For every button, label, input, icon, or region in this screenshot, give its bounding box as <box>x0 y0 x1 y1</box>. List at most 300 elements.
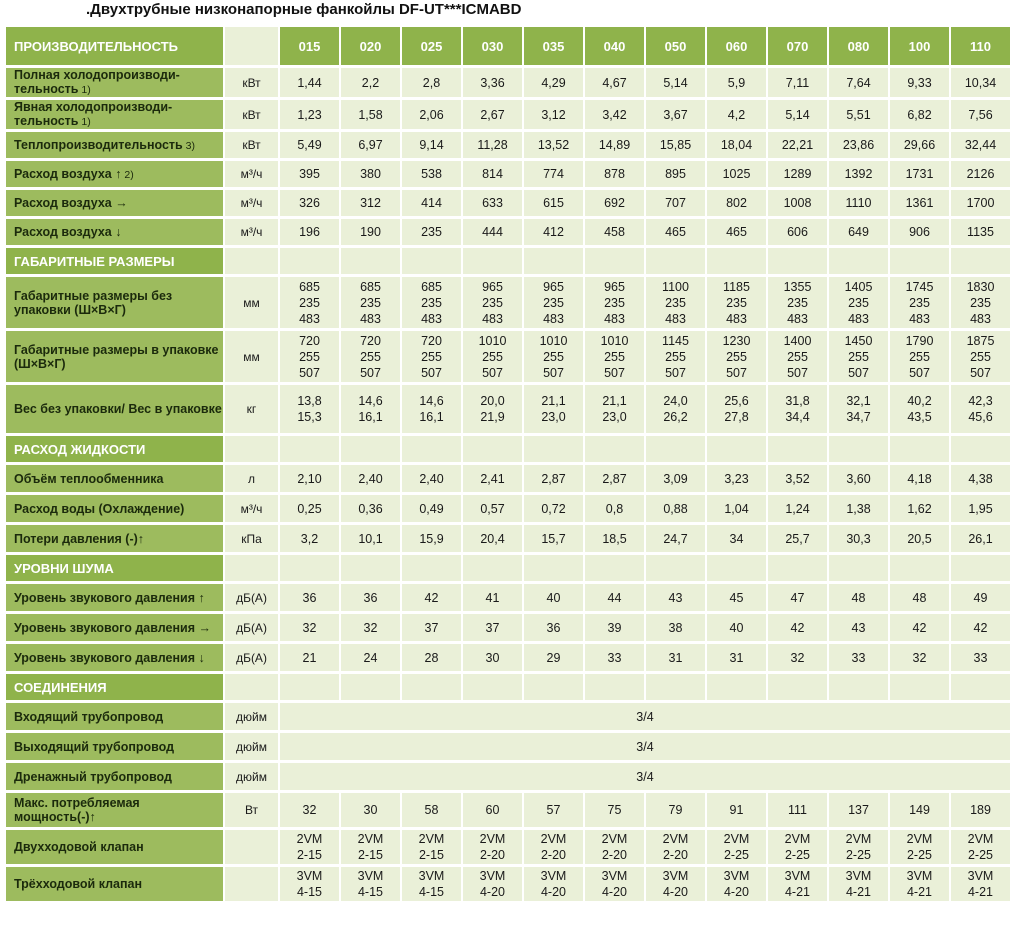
row-label <box>6 495 223 522</box>
table-row <box>6 733 1010 760</box>
value-cell: 22,21 <box>768 132 827 158</box>
value-line: 720 <box>421 333 442 348</box>
value-cell: 7,56 <box>951 100 1010 129</box>
value-cell <box>524 277 583 328</box>
value-cell <box>463 331 522 382</box>
value-line: 3VM <box>479 869 506 883</box>
empty-cell <box>829 248 888 274</box>
value-cell <box>402 830 461 864</box>
value-cell: 33 <box>829 644 888 671</box>
value-line: 32,1 <box>846 394 871 408</box>
value-cell: 2126 <box>951 161 1010 187</box>
value-cell: 6,82 <box>890 100 949 129</box>
value-line: 2VM <box>845 832 872 846</box>
value-cell: 15,7 <box>524 525 583 552</box>
section-header: ПРОИЗВОДИТЕЛЬНОСТЬ <box>6 27 223 65</box>
value-line: 2-25 <box>906 848 933 862</box>
value-line: 1355 <box>783 279 812 294</box>
row-label-text: Уровень звукового давления → <box>14 620 211 635</box>
unit-cell: мм <box>225 331 278 382</box>
value-cell: 458 <box>585 219 644 245</box>
table-row <box>6 867 1010 901</box>
value-cell: 3,09 <box>646 465 705 492</box>
value-cell: 34 <box>707 525 766 552</box>
value-cell: 42 <box>951 614 1010 641</box>
value-cell <box>402 277 461 328</box>
value-cell: 32 <box>280 614 339 641</box>
empty-cell <box>951 555 1010 581</box>
table-row <box>6 68 1010 97</box>
table-row <box>6 793 1010 827</box>
value-cell: 2,40 <box>341 465 400 492</box>
value-line: 235 <box>909 295 930 310</box>
empty-cell <box>646 555 705 581</box>
value-line: 235 <box>787 295 808 310</box>
table-row <box>6 584 1010 611</box>
empty-cell <box>402 248 461 274</box>
value-cell <box>463 385 522 433</box>
value-cell: 906 <box>890 219 949 245</box>
value-line: 2-25 <box>723 848 750 862</box>
value-line: 1100 <box>662 279 689 294</box>
value-cell: 37 <box>402 614 461 641</box>
row-label-text: Теплопроизводительность <box>14 137 183 152</box>
value-line: 2VM <box>357 832 384 846</box>
table-row <box>6 525 1010 552</box>
value-cell: 0,72 <box>524 495 583 522</box>
footnote-ref: 1) <box>78 84 91 96</box>
model-header: 040 <box>585 27 644 65</box>
value-cell: 5,9 <box>707 68 766 97</box>
value-line: 2VM <box>967 832 994 846</box>
empty-cell <box>280 674 339 700</box>
row-label <box>6 703 223 730</box>
value-line: 1875 <box>966 333 995 348</box>
model-header: 070 <box>768 27 827 65</box>
value-line: 3VM <box>784 869 811 883</box>
value-cell: 1700 <box>951 190 1010 216</box>
value-line: 34,7 <box>846 410 871 424</box>
value-cell <box>585 277 644 328</box>
empty-cell <box>890 674 949 700</box>
value-line: 255 <box>421 349 442 364</box>
value-cell: 465 <box>707 219 766 245</box>
row-label <box>6 331 223 382</box>
empty-cell <box>524 248 583 274</box>
value-cell <box>829 331 888 382</box>
value-line: 255 <box>787 349 808 364</box>
empty-cell <box>951 674 1010 700</box>
empty-cell <box>280 436 339 462</box>
value-line: 235 <box>360 295 381 310</box>
footnote-ref: 3) <box>182 139 195 152</box>
table-row <box>6 385 1010 433</box>
unit-cell: кВт <box>225 132 278 158</box>
value-cell <box>951 867 1010 901</box>
spanned-value-cell: 3/4 <box>280 763 1010 790</box>
value-cell: 3,60 <box>829 465 888 492</box>
value-line: 26,2 <box>663 410 688 424</box>
value-cell: 18,04 <box>707 132 766 158</box>
value-line: 4-20 <box>723 885 750 899</box>
empty-cell <box>707 436 766 462</box>
value-line: 235 <box>604 295 625 310</box>
value-line: 483 <box>421 311 442 326</box>
value-line: 2VM <box>418 832 445 846</box>
value-line: 235 <box>848 295 869 310</box>
value-line: 235 <box>665 295 686 310</box>
footnote-ref: 1) <box>78 116 91 128</box>
row-label-text: Расход воздуха ↓ <box>14 225 122 239</box>
value-line: 1230 <box>722 333 751 348</box>
empty-cell <box>463 555 522 581</box>
value-cell: 2,41 <box>463 465 522 492</box>
unit-cell: Вт <box>225 793 278 827</box>
row-label <box>6 68 223 97</box>
value-cell <box>463 830 522 864</box>
empty-cell <box>707 555 766 581</box>
value-line: 255 <box>360 349 381 364</box>
value-cell <box>402 385 461 433</box>
value-cell: 20,4 <box>463 525 522 552</box>
unit-cell: кПа <box>225 525 278 552</box>
empty-cell <box>768 436 827 462</box>
value-cell <box>585 830 644 864</box>
value-cell: 2,67 <box>463 100 522 129</box>
value-line: 3VM <box>357 869 384 883</box>
row-label-text: Макс. потребляемая мощность(-)↑ <box>14 796 140 824</box>
model-header: 100 <box>890 27 949 65</box>
model-header: 030 <box>463 27 522 65</box>
value-cell: 39 <box>585 614 644 641</box>
row-label-text: Расход воды (Охлаждение) <box>14 501 185 516</box>
value-line: 16,1 <box>358 410 383 424</box>
value-line: 1010 <box>478 333 507 348</box>
value-line: 507 <box>787 365 808 380</box>
empty-cell <box>463 248 522 274</box>
value-cell: 4,18 <box>890 465 949 492</box>
unit-cell: дюйм <box>225 703 278 730</box>
value-cell: 1,58 <box>341 100 400 129</box>
table-row <box>6 100 1010 129</box>
value-cell: 44 <box>585 584 644 611</box>
value-cell <box>341 331 400 382</box>
value-line: 483 <box>604 311 625 326</box>
unit-cell: м³/ч <box>225 161 278 187</box>
empty-cell <box>280 555 339 581</box>
row-label <box>6 830 223 864</box>
value-cell <box>951 331 1010 382</box>
value-cell: 49 <box>951 584 1010 611</box>
section-header-row <box>6 555 1010 581</box>
value-cell: 6,97 <box>341 132 400 158</box>
empty-cell <box>341 248 400 274</box>
row-label <box>6 763 223 790</box>
value-cell: 7,64 <box>829 68 888 97</box>
value-cell: 615 <box>524 190 583 216</box>
unit-cell: мм <box>225 277 278 328</box>
value-line: 3VM <box>723 869 750 883</box>
row-label <box>6 277 223 328</box>
value-line: 2VM <box>296 832 323 846</box>
value-cell: 58 <box>402 793 461 827</box>
value-line: 4-21 <box>845 885 872 899</box>
value-cell: 10,1 <box>341 525 400 552</box>
value-cell: 9,14 <box>402 132 461 158</box>
unit-cell: м³/ч <box>225 495 278 522</box>
value-cell: 4,38 <box>951 465 1010 492</box>
value-cell: 30,3 <box>829 525 888 552</box>
empty-cell <box>463 436 522 462</box>
empty-cell <box>402 674 461 700</box>
value-line: 3VM <box>967 869 994 883</box>
model-header: 020 <box>341 27 400 65</box>
table-row <box>6 219 1010 245</box>
value-cell: 774 <box>524 161 583 187</box>
value-cell <box>341 830 400 864</box>
value-line: 20,0 <box>480 394 505 408</box>
empty-cell <box>225 555 278 581</box>
value-line: 507 <box>299 365 320 380</box>
value-cell <box>707 331 766 382</box>
value-cell: 1392 <box>829 161 888 187</box>
value-cell: 32 <box>768 644 827 671</box>
value-cell <box>585 331 644 382</box>
value-cell: 1135 <box>951 219 1010 245</box>
value-line: 965 <box>604 279 625 294</box>
value-cell: 42 <box>768 614 827 641</box>
empty-cell <box>463 674 522 700</box>
value-cell <box>890 331 949 382</box>
row-label-text: Явная холодопроизводи- тельность <box>14 100 173 128</box>
section-header: РАСХОД ЖИДКОСТИ <box>6 436 223 462</box>
table-row <box>6 763 1010 790</box>
value-cell: 2,8 <box>402 68 461 97</box>
value-line: 255 <box>665 349 686 364</box>
value-line: 235 <box>299 295 320 310</box>
row-label-text: Габаритные размеры в упаковке (Ш×В×Г) <box>14 342 219 371</box>
value-cell <box>707 277 766 328</box>
value-cell: 465 <box>646 219 705 245</box>
row-label-text: Уровень звукового давления ↑ <box>14 590 205 605</box>
value-line: 507 <box>543 365 564 380</box>
value-cell <box>646 867 705 901</box>
value-cell: 312 <box>341 190 400 216</box>
value-line: 2VM <box>662 832 689 846</box>
value-line: 483 <box>848 311 869 326</box>
table-row <box>6 132 1010 158</box>
empty-cell <box>341 436 400 462</box>
value-cell: 0,49 <box>402 495 461 522</box>
unit-cell: л <box>225 465 278 492</box>
value-line: 4-15 <box>296 885 323 899</box>
value-line: 507 <box>970 365 991 380</box>
value-line: 255 <box>726 349 747 364</box>
value-line: 483 <box>299 311 320 326</box>
value-cell: 20,5 <box>890 525 949 552</box>
table-row <box>6 830 1010 864</box>
value-cell: 91 <box>707 793 766 827</box>
value-line: 45,6 <box>968 410 993 424</box>
value-cell: 633 <box>463 190 522 216</box>
value-cell: 538 <box>402 161 461 187</box>
value-cell: 3,52 <box>768 465 827 492</box>
value-line: 235 <box>421 295 442 310</box>
empty-cell <box>524 555 583 581</box>
value-cell <box>341 867 400 901</box>
value-cell: 395 <box>280 161 339 187</box>
value-line: 1450 <box>844 333 873 348</box>
value-cell <box>524 385 583 433</box>
value-cell: 1,38 <box>829 495 888 522</box>
empty-cell <box>225 674 278 700</box>
value-cell: 1,04 <box>707 495 766 522</box>
empty-cell <box>707 248 766 274</box>
row-label <box>6 219 223 245</box>
value-line: 483 <box>543 311 564 326</box>
value-line: 4-21 <box>906 885 933 899</box>
value-cell: 47 <box>768 584 827 611</box>
value-cell <box>707 385 766 433</box>
value-cell: 149 <box>890 793 949 827</box>
value-line: 1745 <box>905 279 934 294</box>
unit-cell: дБ(А) <box>225 584 278 611</box>
spanned-value-cell: 3/4 <box>280 733 1010 760</box>
value-line: 1400 <box>783 333 812 348</box>
value-cell: 43 <box>646 584 705 611</box>
value-cell: 21 <box>280 644 339 671</box>
value-cell: 1731 <box>890 161 949 187</box>
unit-cell: дБ(А) <box>225 614 278 641</box>
section-header-row <box>6 436 1010 462</box>
value-line: 2VM <box>723 832 750 846</box>
empty-cell <box>585 436 644 462</box>
value-cell: 1110 <box>829 190 888 216</box>
value-line: 255 <box>970 349 991 364</box>
value-cell <box>646 830 705 864</box>
value-cell: 2,87 <box>585 465 644 492</box>
table-row <box>6 644 1010 671</box>
empty-cell <box>585 555 644 581</box>
value-cell <box>768 277 827 328</box>
value-cell: 41 <box>463 584 522 611</box>
value-cell: 25,7 <box>768 525 827 552</box>
value-line: 21,9 <box>480 410 505 424</box>
empty-cell <box>524 674 583 700</box>
value-line: 507 <box>421 365 442 380</box>
value-cell: 4,2 <box>707 100 766 129</box>
value-cell: 37 <box>463 614 522 641</box>
row-label <box>6 100 223 129</box>
specs-table <box>4 24 1012 904</box>
value-cell: 40 <box>707 614 766 641</box>
value-cell: 1289 <box>768 161 827 187</box>
value-cell: 1,44 <box>280 68 339 97</box>
unit-cell: кВт <box>225 68 278 97</box>
model-header: 015 <box>280 27 339 65</box>
value-cell <box>768 331 827 382</box>
value-cell: 802 <box>707 190 766 216</box>
value-line: 16,1 <box>419 410 444 424</box>
value-cell: 43 <box>829 614 888 641</box>
value-line: 965 <box>482 279 503 294</box>
model-header: 110 <box>951 27 1010 65</box>
value-line: 235 <box>726 295 747 310</box>
value-cell: 380 <box>341 161 400 187</box>
value-cell: 2,10 <box>280 465 339 492</box>
value-cell: 32 <box>890 644 949 671</box>
value-line: 720 <box>360 333 381 348</box>
model-header: 050 <box>646 27 705 65</box>
unit-cell: м³/ч <box>225 190 278 216</box>
value-cell: 24,7 <box>646 525 705 552</box>
value-cell: 606 <box>768 219 827 245</box>
empty-cell <box>225 248 278 274</box>
value-line: 3VM <box>296 869 323 883</box>
value-cell <box>707 830 766 864</box>
value-cell: 326 <box>280 190 339 216</box>
value-cell: 111 <box>768 793 827 827</box>
row-label-text: Входящий трубопровод <box>14 709 164 724</box>
value-line: 2-15 <box>418 848 445 862</box>
value-cell: 3,12 <box>524 100 583 129</box>
value-cell: 29,66 <box>890 132 949 158</box>
value-line: 2-20 <box>540 848 567 862</box>
value-cell: 28 <box>402 644 461 671</box>
value-line: 507 <box>482 365 503 380</box>
specs-table-body <box>6 27 1010 901</box>
value-cell: 1,23 <box>280 100 339 129</box>
value-line: 3VM <box>601 869 628 883</box>
value-line: 720 <box>299 333 320 348</box>
value-cell <box>768 830 827 864</box>
row-label-text: Трёхходовой клапан <box>14 877 143 891</box>
value-line: 1145 <box>662 333 689 348</box>
empty-cell <box>768 674 827 700</box>
value-line: 4-20 <box>540 885 567 899</box>
value-cell: 0,36 <box>341 495 400 522</box>
section-header-row <box>6 27 1010 65</box>
value-line: 14,6 <box>419 394 444 408</box>
row-label <box>6 614 223 641</box>
value-line: 255 <box>848 349 869 364</box>
document-title: .Двухтрубные низконапорные фанкойлы DF-UT***ICMABD <box>86 1 522 18</box>
value-line: 31,8 <box>785 394 810 408</box>
value-line: 3VM <box>418 869 445 883</box>
value-cell <box>768 867 827 901</box>
value-cell: 31 <box>707 644 766 671</box>
row-label <box>6 385 223 433</box>
value-cell <box>524 867 583 901</box>
value-cell <box>280 277 339 328</box>
row-label <box>6 161 223 187</box>
value-cell: 3,67 <box>646 100 705 129</box>
value-line: 507 <box>360 365 381 380</box>
value-cell: 0,25 <box>280 495 339 522</box>
empty-cell <box>707 674 766 700</box>
value-cell: 40 <box>524 584 583 611</box>
value-line: 965 <box>543 279 564 294</box>
row-label <box>6 867 223 901</box>
value-line: 3VM <box>540 869 567 883</box>
value-cell <box>646 385 705 433</box>
value-line: 3VM <box>906 869 933 883</box>
empty-cell <box>402 555 461 581</box>
value-cell <box>585 867 644 901</box>
value-cell: 48 <box>890 584 949 611</box>
empty-cell <box>646 248 705 274</box>
value-cell <box>402 331 461 382</box>
